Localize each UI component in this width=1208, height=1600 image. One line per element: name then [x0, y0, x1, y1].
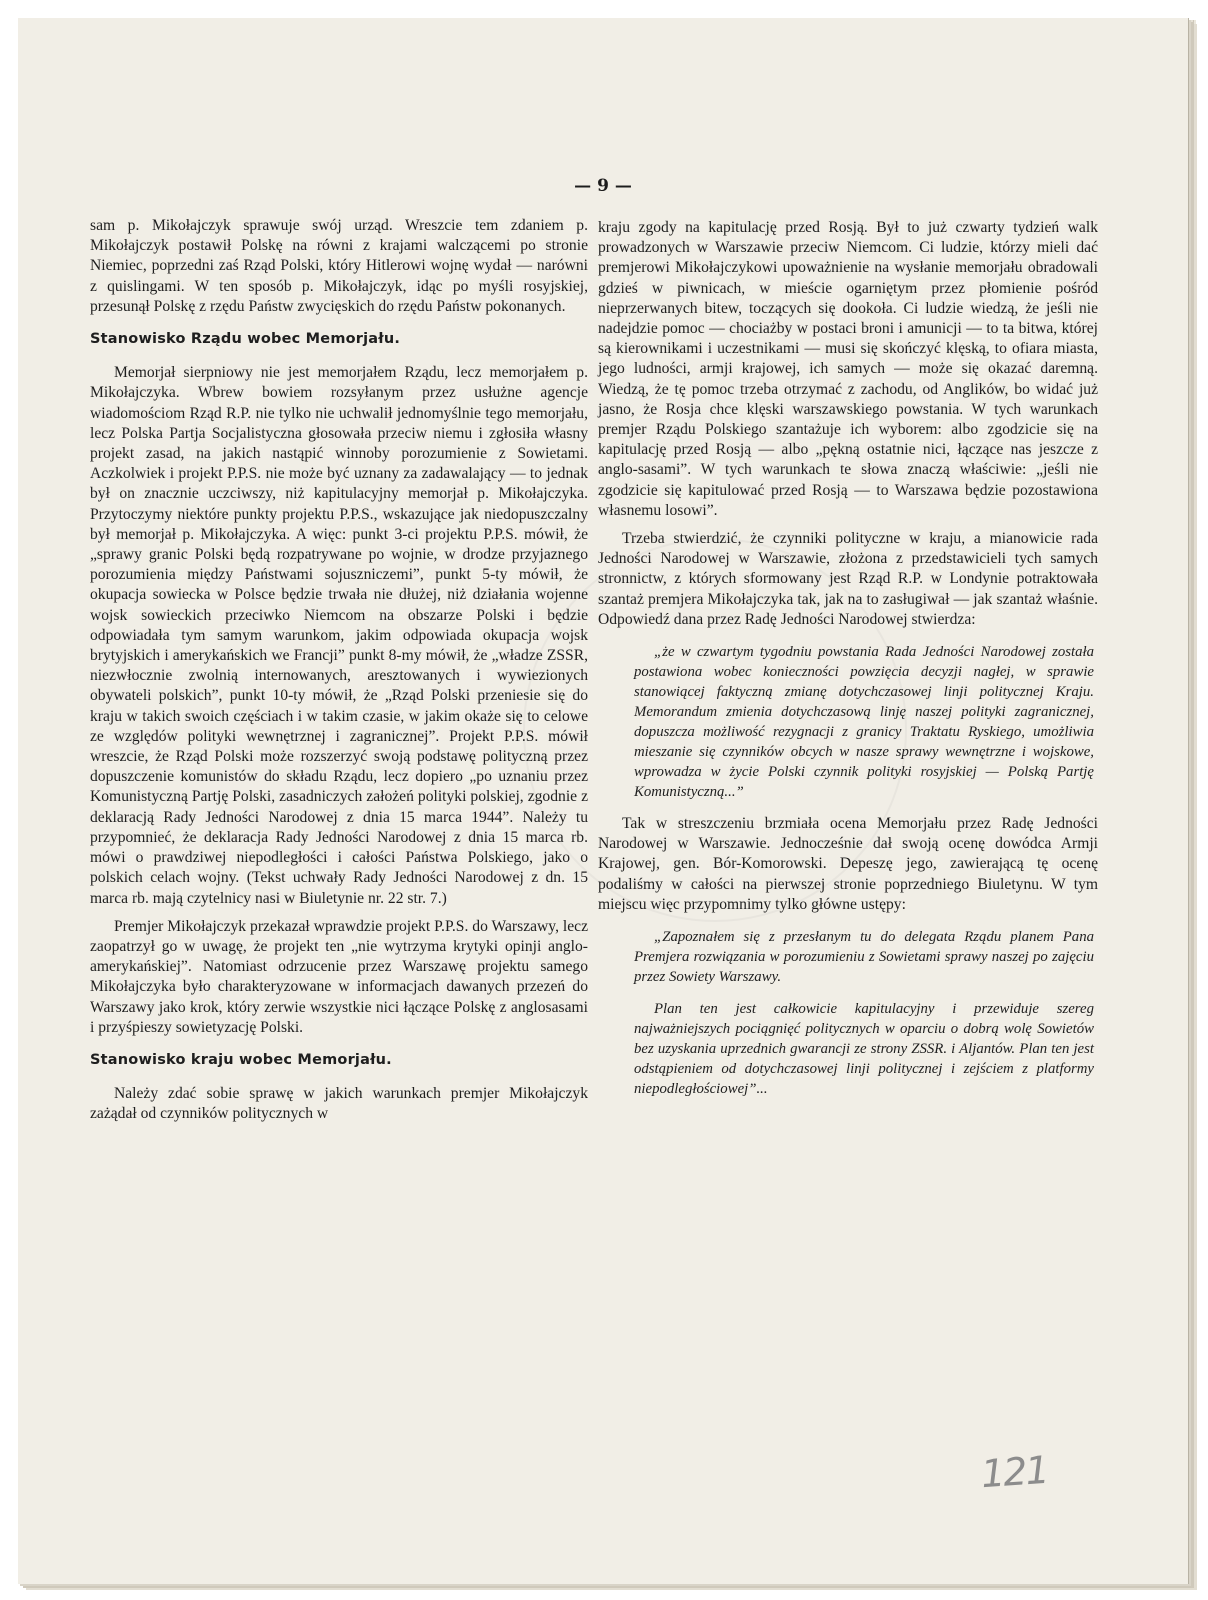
page-number: — 9 — [574, 176, 632, 196]
right-column [598, 218, 1098, 1111]
document-page [18, 18, 1189, 1584]
quote-paragraph: Plan ten jest całkowicie kapitulacyjny i przewiduje szereg najważniejszych pociągnięć politycznych w oparciu o dobrą wolę Sowietów bez uzyskania uprzednich gwarancji ze strony ZSSR. i Aljantów. Plan ten jest odstąpieniem od dotychczasowej linji politycznej i zejściem z platformy niepodległościowej”... [634, 1001, 1094, 1098]
paragraph: Premjer Mikołajczyk przekazał wprawdzie projekt P.P.S. do Warszawy, lecz zaopatrzył go w uwagę, że projekt ten „nie wytrzyma krytyki opinji anglo-amerykańskiej”. Natomiast odrzucenie przez Warszawę projektu samego Mikołajczyka było charakteryzowane w informacjach dawanych przezeń do Warszawy jako krok, który zerwie wszystkie nici łączące Polskę z anglosasami i przyśpieszy sowietyzację Polski. [90, 917, 588, 1036]
paragraph: sam p. Mikołajczyk sprawuje swój urząd. Wreszcie tem zdaniem p. Mikołajczyk postawił Polskę na równi z krajami walczącemi po stronie Niemiec, poprzedni zaś Rząd Polski, który Hitlerowi wojnę wydał — narówni z quislingami. W ten sposób p. Mikołajczyk, idąc po myśli rosyjskiej, przesunął Polskę z rzędu Państw zwycięskich do rzędu Państw pokonanych. [90, 217, 588, 315]
block-quote [634, 642, 1094, 802]
paragraph: Memorjał sierpniowy nie jest memorjałem Rządu, lecz memorjałem p. Mikołajczyka. Wbrew bowiem rozsyłanym przez usłużne agencje wiadomościom Rząd R.P. nie tylko nie uchwalił jednomyślnie tego memorjału, lecz Polska Partja Socjalistyczna głosowała przeciw niemu i zgłosiła własny projekt zasad, na jakich nastąpić winnoby porozumienie z Sowietami. Aczkolwiek i projekt P.P.S. nie może być uznany za zadawalający — to jednak był on znacznie uczciwszy, niż kapitulacyjny memorjał p. Mikołajczyka. Przytoczymy niektóre punkty projektu P.P.S., wskazujące jak niedopuszczalny był memorjał p. Mikołajczyka. A więc: punkt 3-ci projektu P.P.S. mówił, że „sprawy granic Polski będą rozpatrywane po wojnie, w drodze przyjaznego porozumienia między Państwami sojuszniczemi”, punkt 5-ty mówił, że okupacja sowiecka w Polsce będzie trwała nie dłużej, niż działania wojenne wojsk sowieckich przeciwko Niemcom na obszarze Polski i będzie odpowiadała tym samym warunkom, jakim odpowiada okupacja wojsk brytyjskich i amerykańskich we Francji” punkt 8-my mówił, że „władze ZSSR, niezwłocznie zwolnią internowanych, aresztowanych i wywiezionych obywateli polskich”, punkt 10-ty mówił, że „Rząd Polski przeniesie się do kraju w takich swoich częściach i w takim czasie, w jakim okaże się to celowe ze względów polityki wewnętrznej i zagranicznej”. Projekt P.P.S. mówił wreszcie, że Rząd Polski może rozszerzyć swoją podstawę polityczną przez dopuszczenie komunistów do składu Rządu, lecz dopiero „po uznaniu przez Komunistyczną Partję Polski, zasadniczych założeń polityki polskiej, zgodnie z deklaracją Rady Jedności Narodowej z dnia 15 marca 1944”. Należy tu przypomnieć, że deklaracja Rady Jedności Narodowej z dnia 15 marca rb. mówi o prawdziwej niepodległości i całości Państwa Polskiego, jako o polskich celach wojny. (Tekst uchwały Rady Jedności Narodowej z dn. 15 marca rb. mają czytelnicy nasi w Biuletynie nr. 22 str. 7.) [90, 364, 588, 907]
paragraph: kraju zgody na kapitulację przed Rosją. Był to już czwarty tydzień walk prowadzonych w Warszawie przeciw Niemcom. Ci ludzie, którzy mieli dać premjerowi Mikołajczykowi upoważnienie na wysłanie memorjału obradowali gdzieś w piwnicach, w mieście ogarniętym przez płomienie pośród nieprzerwanych bitew, toczących się dookoła. Ci ludzie wiedzą, że jeśli nie nadejdzie pomoc — chociażby w postaci broni i amunicji — to ta bitwa, której są kierownikami i uczestnikami — musi się skończyć klęską, to ofiara miasta, jego ludności, armji krajowej, ich samych — może się okazać daremną. Wiedzą, że tę pomoc trzeba otrzymać z zachodu, od Anglików, bo widać już jasno, że Rosja chce klęski warszawskiego powstania. W tych warunkach premjer Rządu Polskiego szantażuje ich wyborem: albo zgodzicie się na kapitulację przed Rosją — albo „pękną ostatnie nici, łączące nas jeszcze z anglo-sasami”. W tych warunkach te słowa znaczą właściwie: „jeśli nie zgodzicie się kapitulować przed Rosją — to Warszawa będzie pozostawiona własnemu losowi”. [598, 219, 1098, 519]
section-heading: Stanowisko kraju wobec Memorjału. [90, 1051, 392, 1068]
left-column [90, 216, 588, 1133]
paragraph: Tak w streszczeniu brzmiała ocena Memorjału przez Radę Jedności Narodowej w Warszawie. Jednocześnie dał swoją ocenę dowódca Armji Krajowej, gen. Bór-Komorowski. Depeszę jego, zawierającą tę ocenę podaliśmy w całości na pierwszej stronie poprzedniego Biuletynu. W tym miejscu więc przypomnimy tylko główne ustępy: [598, 815, 1098, 913]
quote-paragraph: „że w czwartym tygodniu powstania Rada Jedności Narodowej została postawiona wobec konieczności powzięcia decyzji nagłej, w sprawie stanowiącej faktyczną zmianę dotychczasowej linji politycznej Kraju. Memorandum zmienia dotychczasową linję naszej polityki zagranicznej, dopuszcza możliwość rezygnacji z granicy Traktatu Ryskiego, umożliwia mieszanie się czynników obcych w nasze sprawy wewnętrzne i wojskowe, wprowadza w życie Polski czynnik polityki rosyjskiej — Polską Partję Komunistyczną...” [634, 644, 1094, 801]
block-quote [634, 927, 1094, 1099]
handwritten-page-number: 121 [980, 1447, 1050, 1497]
paragraph: Należy zdać sobie sprawę w jakich warunkach premjer Mikołajczyk zażądał od czynników politycznych w [90, 1085, 588, 1123]
paragraph: Trzeba stwierdzić, że czynniki polityczne w kraju, a mianowicie rada Jedności Narodowej w Warszawie, złożona z przedstawicieli tych samych stronnictw, z których sformowany jest Rząd R.P. w Londynie potraktowała szantaż premjera Mikołajczyka tak, jak na to zasługiwał — jak szantaż właśnie. Odpowiedź dana przez Radę Jedności Narodowej stwierdza: [598, 530, 1098, 628]
section-heading: Stanowisko Rządu wobec Memorjału. [90, 331, 401, 348]
quote-paragraph: „Zapoznałem się z przesłanym tu do delegata Rządu planem Pana Premjera rozwiązania w porozumieniu z Sowietami sprawy naszej po zajęciu przez Sowiety Warszawy. [634, 929, 1094, 986]
